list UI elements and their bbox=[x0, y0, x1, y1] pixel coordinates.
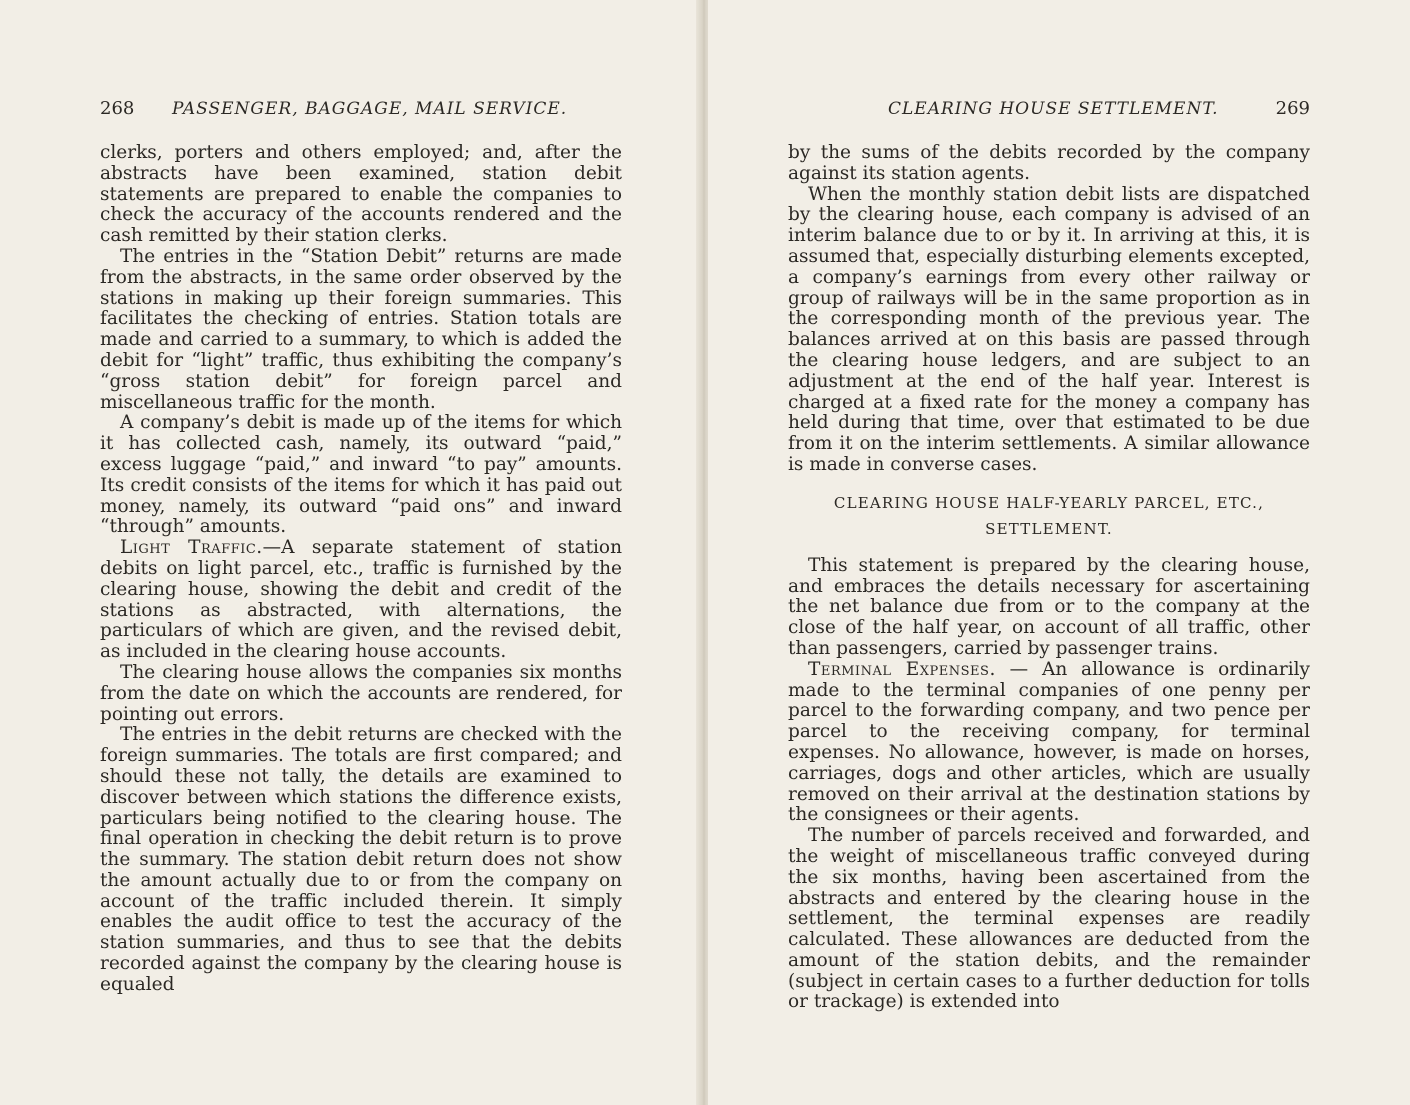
paragraph: clerks, porters and others employed; and, after the abstracts have been examined, station debit statements are prepared to enable the companies to check the accuracy of the accounts rendered and the cash remitted by their station clerks. bbox=[100, 142, 622, 247]
left-running-head bbox=[100, 96, 622, 122]
paragraph: The entries in the “Station Debit” returns are made from the abstracts, in the same order observed by the stations in making up their foreign summaries. This facilitates the checking of entries. Station totals are made and carried to a summary, to which is added the debit for “light” traffic, thus exhibiting the company’s “gross station debit” for foreign parcel and miscellaneous traffic for the month. bbox=[100, 245, 622, 413]
right-body-text bbox=[788, 143, 1310, 1013]
paragraph: This statement is prepared by the clearing house, and embraces the details necessary for ascertaining the net balance due from or to the company at the close of the half year, on account of all traffic, other than passengers, carried by passenger trains. bbox=[788, 554, 1310, 659]
paragraph: The number of parcels received and forwarded, and the weight of miscellaneous traffic conveyed during the six months, having been ascertained from the abstracts and entered by the clearing house in the settlement, the terminal expenses are readily calculated. These allowances are deducted from the amount of the station debits, and the remainder (subject in certain cases to a further deduction for tolls or trackage) is extended into bbox=[788, 825, 1310, 1013]
right-running-head bbox=[788, 96, 1310, 122]
terminal-expenses-paragraph bbox=[788, 660, 1310, 826]
paragraph: by the sums of the debits recorded by the company against its station agents. bbox=[788, 142, 1310, 184]
left-page bbox=[0, 0, 702, 1105]
light-traffic-text: —A separate statement of station debits on light parcel, etc., traffic is furnished by the clearing house, showing the debit and credit of the stations as abstracted, with alternations, the particulars of which are given, and the revised debit, as included in the clearing house accounts. bbox=[100, 537, 622, 663]
right-running-title: CLEARING HOUSE SETTLEMENT. bbox=[888, 99, 1219, 119]
left-page-number: 268 bbox=[100, 98, 135, 119]
right-page-number: 269 bbox=[1275, 98, 1310, 119]
light-traffic-lead: Light Traffic. bbox=[120, 537, 263, 559]
paragraph: When the monthly station debit lists are dispatched by the clearing house, each company is advised of an interim balance due to or by it. In arriving at this, it is assumed that, especially disturbing elements excepted, a company’s earnings from every other railway or group of railways will be in the same proportion as in the corresponding month of the previous year. The balances arrived at on this basis are passed through the clearing house ledgers, and are subject to an adjustment at the end of the half year. Interest is charged at a fixed rate for the money a company has held during that time, over that estimated to be due from it on the interim settlements. A similar allowance is made in converse cases. bbox=[788, 183, 1310, 475]
terminal-expenses-text: — An allowance is ordinarily made to the terminal companies of one penny per parcel to the forwarding company, and two pence per parcel to the receiving company, for terminal expenses. No allowance, however, is made on horses, carriages, dogs and other articles, which are usually removed on their arrival at the destination stations by the consignees or their agents. bbox=[788, 658, 1310, 826]
left-body-text bbox=[100, 143, 622, 996]
section-heading-line: CLEARING HOUSE HALF-YEARLY PARCEL, ETC., bbox=[833, 493, 1265, 512]
terminal-expenses-lead: Terminal Expenses. bbox=[808, 658, 996, 680]
section-heading-line: SETTLEMENT. bbox=[985, 519, 1113, 538]
light-traffic-paragraph bbox=[100, 538, 622, 663]
paragraph: The entries in the debit returns are checked with the foreign summaries. The totals are first compared; and should these not tally, the details are examined to discover between which stations the difference exists, particulars being notified to the clearing house. The final operation in checking the debit return is to prove the summary. The station debit return does not show the amount actually due to or from the company on account of the traffic included therein. It simply enables the audit office to test the accuracy of the station summaries, and thus to see that the debits recorded against the company by the clearing house is equaled bbox=[100, 724, 622, 995]
paragraph: A company’s debit is made up of the items for which it has collected cash, namely, its outward “paid,” excess luggage “paid,” and inward “to pay” amounts. Its credit consists of the items for which it has paid out money, namely, its outward “paid ons” and inward “through” amounts. bbox=[100, 412, 622, 538]
right-page bbox=[708, 0, 1410, 1105]
left-running-title: PASSENGER, BAGGAGE, MAIL SERVICE. bbox=[172, 99, 568, 119]
paragraph: The clearing house allows the companies six months from the date on which the accounts are rendered, for pointing out errors. bbox=[100, 661, 622, 725]
section-heading bbox=[788, 490, 1310, 542]
